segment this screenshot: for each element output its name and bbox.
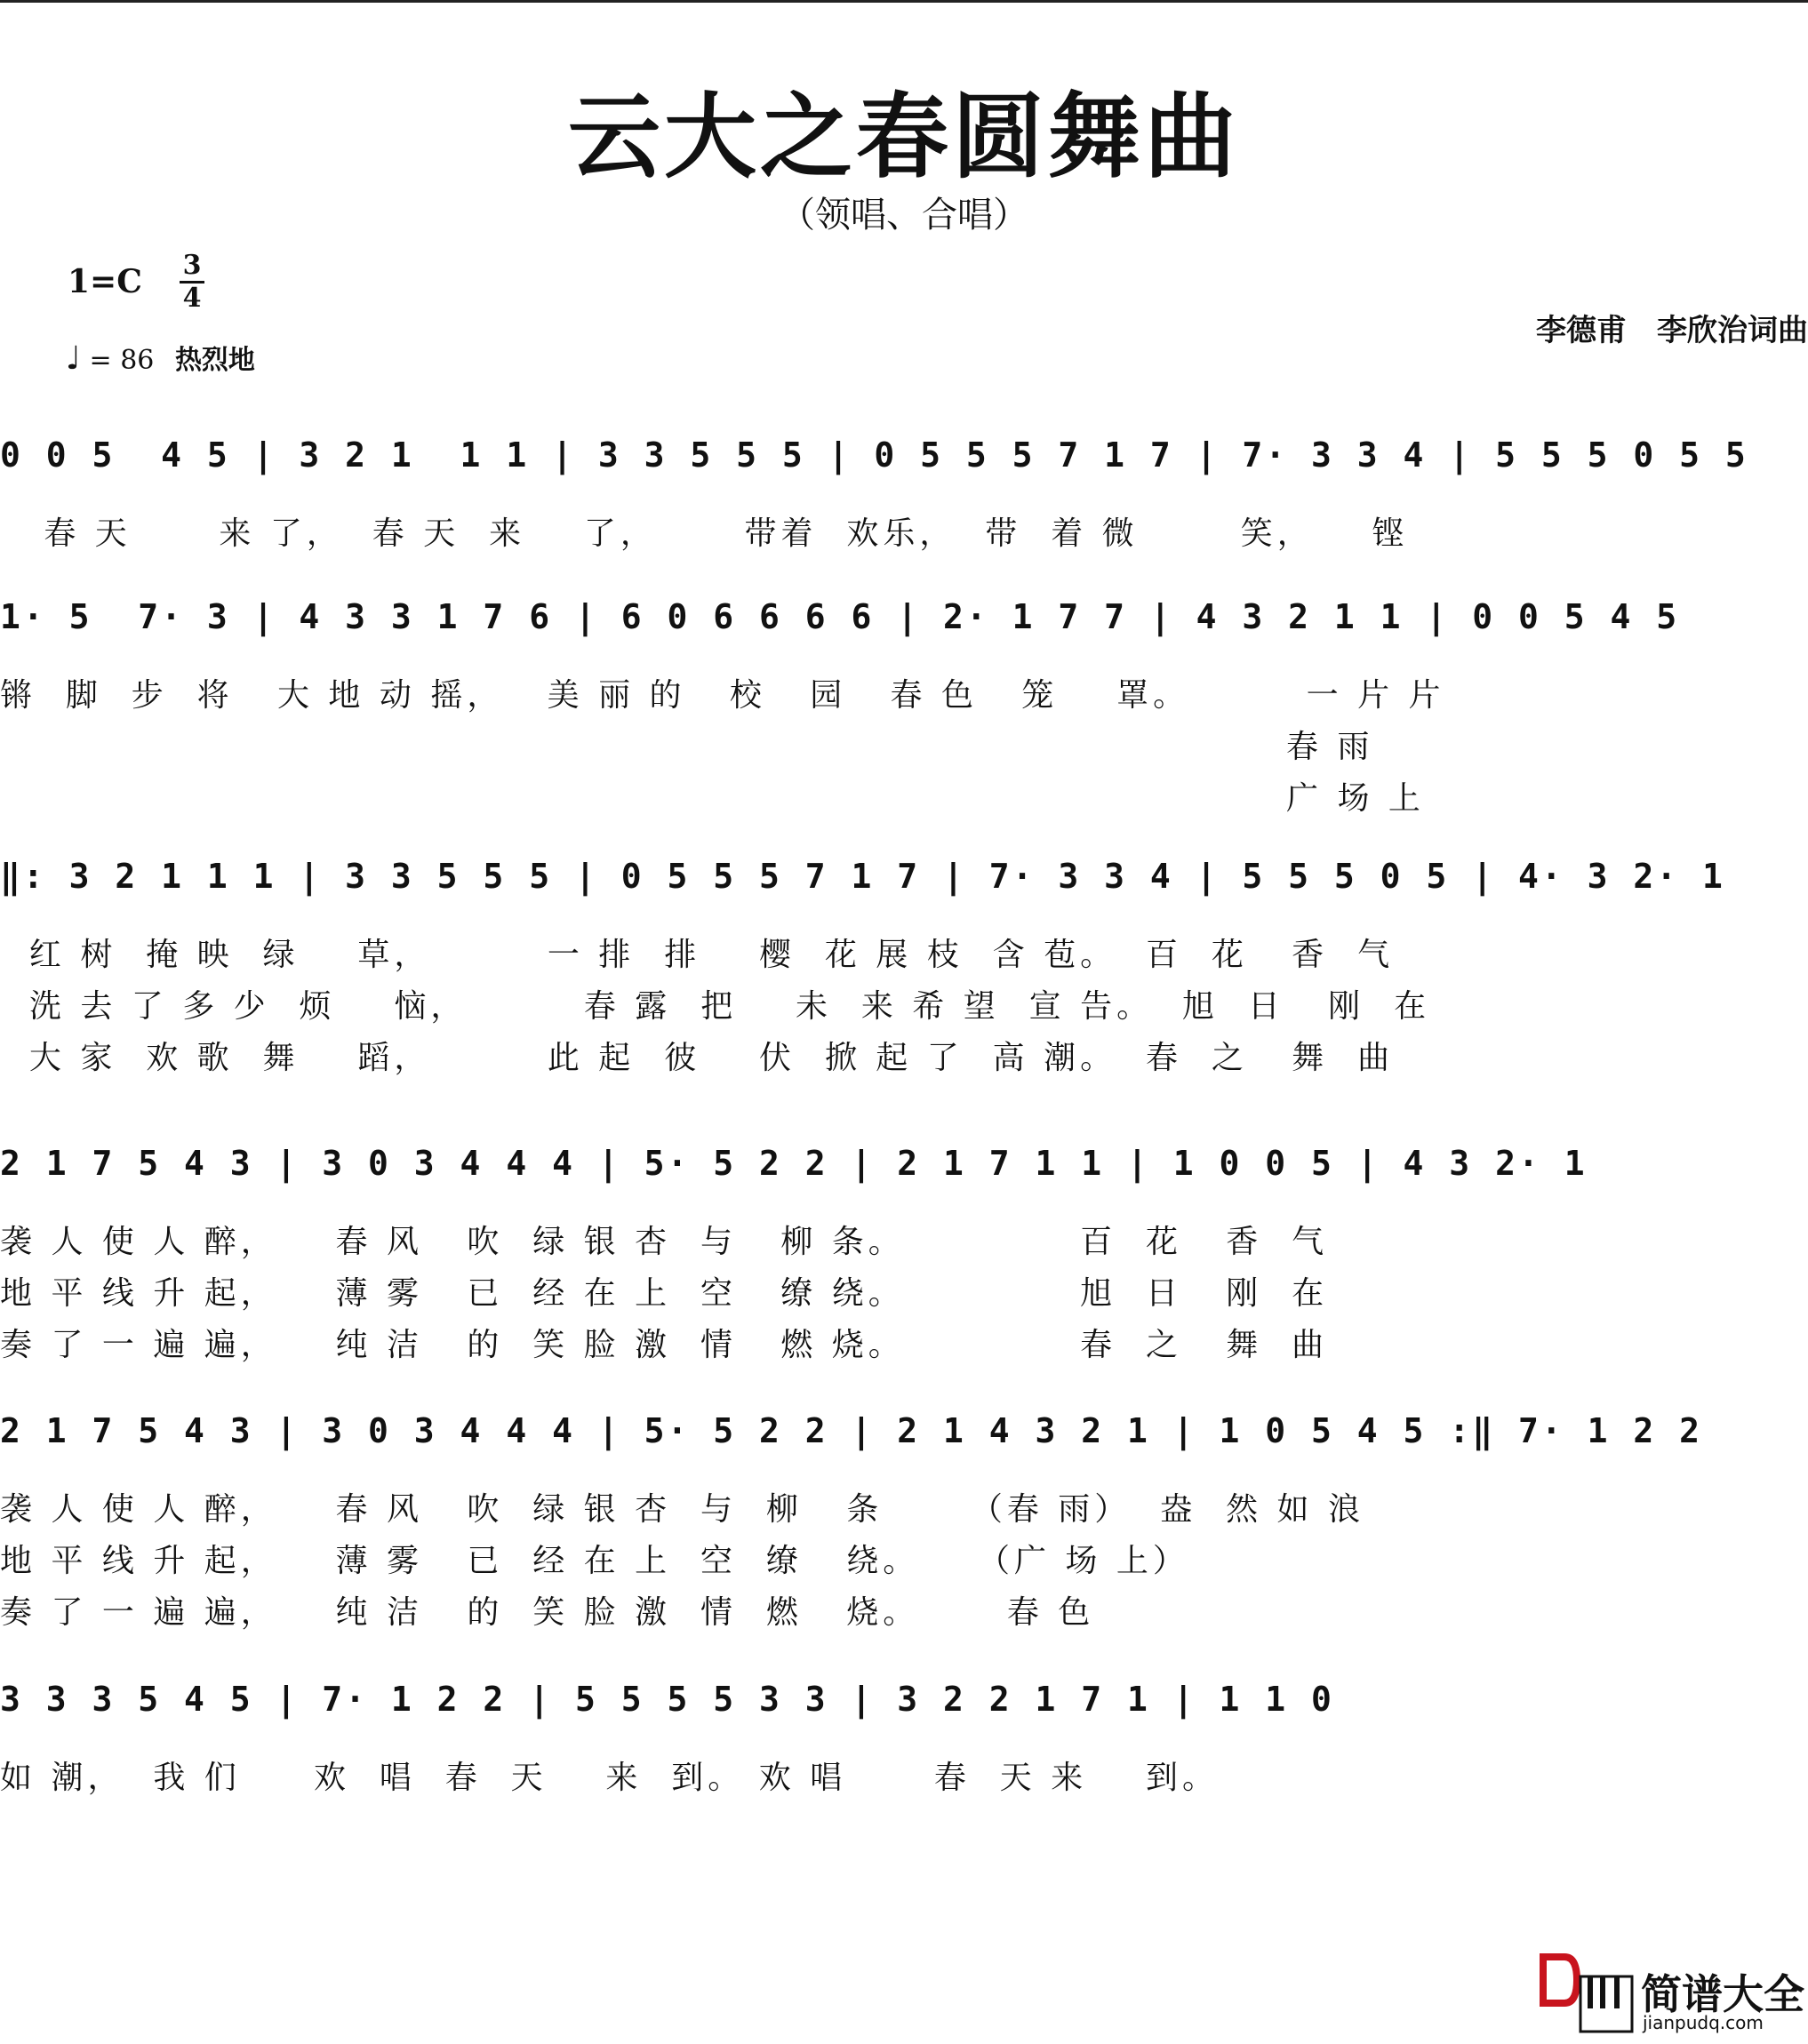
key-signature: 1=C (68, 263, 142, 300)
lyric-line: 广 场 上 (0, 780, 1425, 817)
time-signature-top: 3 (182, 250, 202, 281)
lyric-line: 如 潮， 我 们 欢 唱 春 天 来 到。 欢 唱 春 天 来 到。 (0, 1760, 1219, 1796)
lyric-line: 大 家 欢 歌 舞 蹈， 此 起 彼 伏 掀 起 了 高 潮。 春 之 舞 曲 (0, 1040, 1395, 1076)
score-system-3 (0, 857, 1808, 1141)
tempo-marking (66, 338, 255, 377)
lyric-line: 奏 了 一 遍 遍， 纯 洁 的 笑 脸 激 情 燃 烧。 春 色 (0, 1594, 1095, 1631)
piano-keys-icon (1538, 1950, 1636, 2035)
quarter-note-icon: ♩ (66, 340, 81, 377)
lyric-line: 地 平 线 升 起， 薄 雾 已 经 在 上 空 缭 绕。 旭 日 刚 在 (0, 1275, 1329, 1312)
score-system-2 (0, 597, 1808, 882)
top-border (0, 0, 1808, 3)
composer-credits: 李德甫 李欣治词曲 (1536, 313, 1808, 348)
notation-line: 1· 5 7· 3 | 4 3 3 1 7 6 | 6 0 6 6 6 6 | 2· 1 7 7 | 4 3 2 1 1 | 0 0 5 4 5 (0, 597, 1680, 636)
site-logo (1538, 1950, 1804, 2039)
notation-line: 0 0 5 4 5 | 3 2 1 1 1 | 3 3 5 5 5 | 0 5 5 5 7 1 7 | 7· 3 3 4 | 5 5 5 0 5 5 (0, 435, 1748, 475)
notation-line: 2 1 7 5 4 3 | 3 0 3 4 4 4 | 5· 5 2 2 | 2 1 7 1 1 | 1 0 0 5 | 4 3 2· 1 (0, 1144, 1588, 1183)
lyric-line: 袭 人 使 人 醉， 春 风 吹 绿 银 杏 与 柳 条 （春 雨） 盎 然 如 浪 (0, 1491, 1364, 1528)
lyric-line: 红 树 掩 映 绿 草， 一 排 排 樱 花 展 枝 含 苞。 百 花 香 气 (0, 937, 1395, 973)
song-title: 云大之春圆舞曲 (567, 82, 1240, 191)
time-signature (176, 251, 208, 314)
lyric-line: 锵 脚 步 将 大 地 动 摇， 美 丽 的 校 园 春 色 笼 罩。 一 片 片 (0, 677, 1445, 714)
lyric-line: 奏 了 一 遍 遍， 纯 洁 的 笑 脸 激 情 燃 烧。 春 之 舞 曲 (0, 1327, 1329, 1363)
lyric-line: 洗 去 了 多 少 烦 恼， 春 露 把 未 来 希 望 宣 告。 旭 日 刚 在 (0, 988, 1431, 1025)
notation-line: 2 1 7 5 4 3 | 3 0 3 4 4 4 | 5· 5 2 2 | 2 1 4 3 2 1 | 1 0 5 4 5 :‖ 7· 1 2 2 (0, 1411, 1702, 1450)
lyric-line: 袭 人 使 人 醉， 春 风 吹 绿 银 杏 与 柳 条。 百 花 香 气 (0, 1224, 1329, 1260)
score-system-4 (0, 1144, 1808, 1428)
time-signature-bottom: 4 (182, 283, 202, 314)
lyric-line: 春 雨 (0, 729, 1374, 765)
lyric-line: 春 天 来 了， 春 天 来 了， 带着 欢乐， 带 着 微 笑， 铿 (0, 515, 1409, 552)
score-system-6 (0, 1680, 1808, 1964)
tempo-value: = 86 (89, 345, 155, 376)
notation-line: 3 3 3 5 4 5 | 7· 1 2 2 | 5 5 5 5 3 3 | 3 2 2 1 7 1 | 1 1 0 (0, 1680, 1334, 1719)
logo-url: jianpudq.com (1643, 2012, 1764, 2033)
notation-line: ‖: 3 2 1 1 1 | 3 3 5 5 5 | 0 5 5 5 7 1 7 | 7· 3 3 4 | 5 5 5 0 5 | 4· 3 2· 1 (0, 857, 1725, 896)
logo-name: 简谱大全 (1641, 1970, 1804, 2018)
score-system-5 (0, 1411, 1808, 1696)
song-subtitle: （领唱、合唱） (780, 195, 1028, 236)
tempo-expression: 热烈地 (174, 345, 255, 376)
lyric-line: 地 平 线 升 起， 薄 雾 已 经 在 上 空 缭 绕。 （广 场 上） (0, 1543, 1189, 1579)
